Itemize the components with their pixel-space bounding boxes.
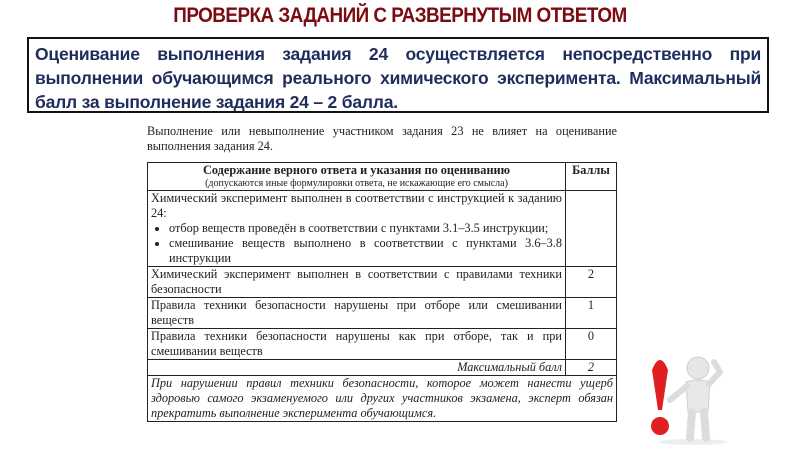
note-text: При нарушении правил техники безопасности, которое может нанести ущерб здоровью самого экзаменуемого или других участников экзамена, эксперт обязан прекратить выполнение эксперимента обучающимся.	[148, 376, 617, 422]
header-content-note: (допускаются иные формулировки ответа, не искажающие его смысла)	[205, 178, 508, 189]
max-points: 2	[566, 360, 617, 376]
row-points: 1	[566, 298, 617, 329]
table-row	[148, 329, 617, 360]
table-row	[148, 298, 617, 329]
row-text: Правила техники безопасности нарушены при отборе или смешивании веществ	[148, 298, 566, 329]
list-item: • отбор веществ проведён в соответствии с пунктами 3.1–3.5 инструкции;	[169, 221, 562, 236]
summary-text: Оценивание выполнения задания 24 осуществляется непосредственно при выполнении обучающимся реального химического эксперимента. Максимальный балл за выполнение задания 24 – 2 балла.	[35, 44, 761, 112]
intro-text: Выполнение или невыполнение участником задания 23 не влияет на оценивание выполнения задания 24.	[147, 124, 617, 153]
criteria-row	[148, 191, 617, 267]
table-row	[148, 267, 617, 298]
max-label: Максимальный балл	[148, 360, 566, 376]
row-points: 0	[566, 329, 617, 360]
list-item: • смешивание веществ выполнено в соответствии с пунктами 3.6–3.8 инструкции	[169, 236, 562, 266]
thinking-person-exclamation-icon	[648, 350, 738, 445]
header-content	[148, 163, 566, 191]
scoring-document	[147, 124, 617, 422]
row-text: Химический эксперимент выполнен в соответствии с правилами техники безопасности	[148, 267, 566, 298]
slide-title: ПРОВЕРКА ЗАДАНИЙ С РАЗВЕРНУТЫМ ОТВЕТОМ	[173, 4, 627, 27]
row-points: 2	[566, 267, 617, 298]
scoring-table	[147, 162, 617, 422]
criteria-points	[566, 191, 617, 267]
criteria-cell	[148, 191, 566, 267]
criteria-list	[151, 221, 562, 266]
table-header	[148, 163, 617, 191]
max-row	[148, 360, 617, 376]
note-row	[148, 376, 617, 422]
criteria-text: Химический эксперимент выполнен в соответствии с инструкцией к заданию 24:	[151, 191, 562, 220]
summary-box	[27, 37, 769, 113]
header-points: Баллы	[566, 163, 617, 191]
row-text: Правила техники безопасности нарушены как при отборе, так и при смешивании веществ	[148, 329, 566, 360]
header-content-label: Содержание верного ответа и указания по оцениванию	[202, 163, 511, 177]
